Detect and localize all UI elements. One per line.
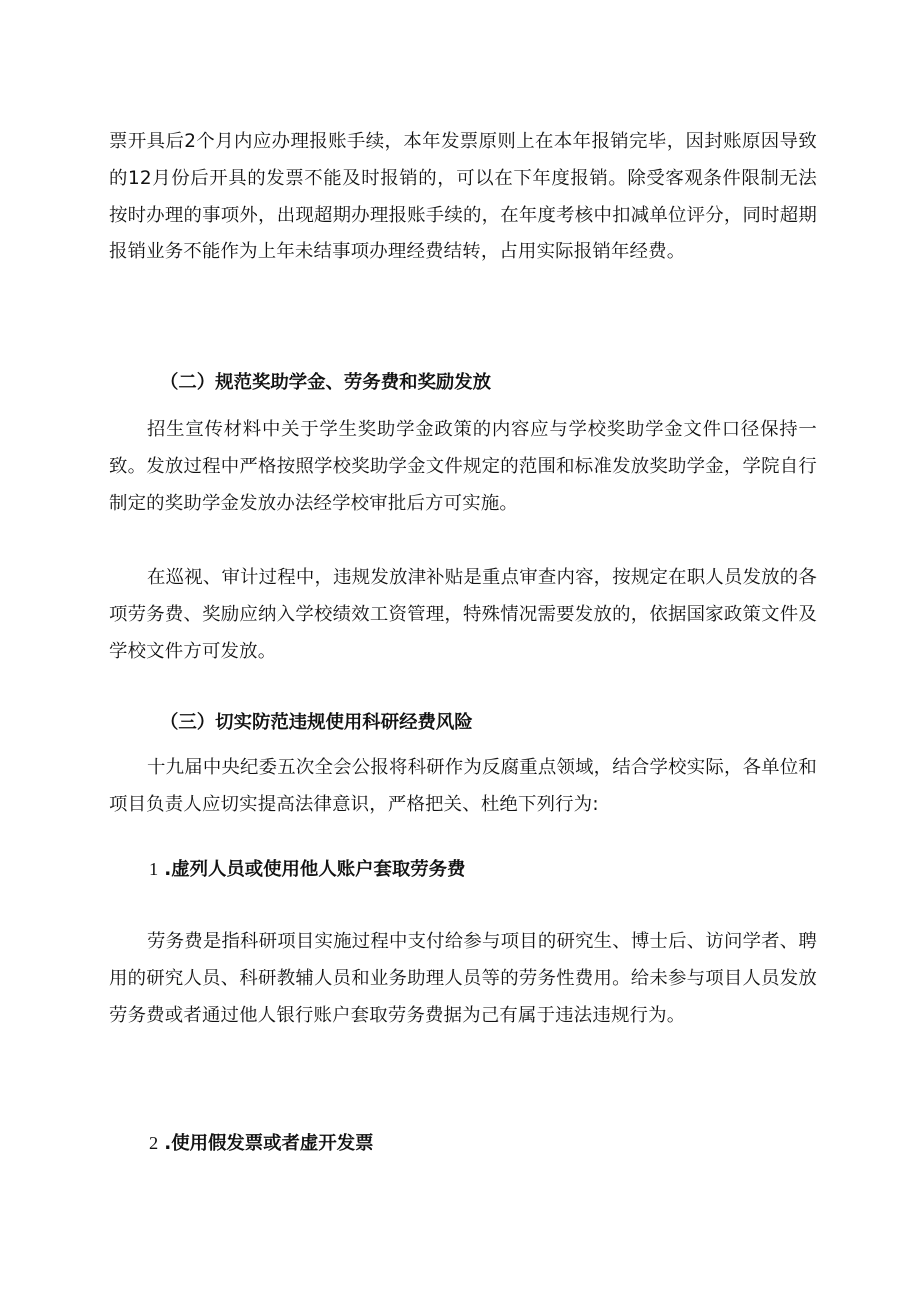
list-item-2-heading [149,1125,374,1163]
list-item-2-number: 2 [149,1133,159,1153]
list-item-1-number: 1 [149,859,159,879]
paragraph-invoice-reimbursement: 票开具后2个月内应办理报账手续，本年发票原则上在本年报销完毕，因封账原因导致的12月份后开具的发票不能及时报销的，可以在下年度报销。除受客观条件限制无法按时办理的事项外，出现超期办理报账手续的，在年度考核中扣减单位评分，同时超期报销业务不能作为上年未结事项办理经费结转，占用实际报销年经费。 [109,131,817,263]
paragraph-labor-fees: 劳务费是指科研项目实施过程中支付给参与项目的研究生、博士后、访问学者、聘用的研究人员、科研教辅人员和业务助理人员等的劳务性费用。给未参与项目人员发放劳务费或者通过他人银行账户套取劳务费据为己有属于违法违规行为。 [109,931,817,1026]
list-item-1-title: .虚列人员或使用他人账户套取劳务费 [164,859,466,880]
paragraph-allowance-audit: 在巡视、审计过程中，违规发放津补贴是重点审查内容，按规定在职人员发放的各项劳务费、奖励应纳入学校绩效工资管理，特殊情况需要发放的，依据国家政策文件及学校文件方可发放。 [109,567,817,662]
list-item-1-heading [149,851,465,889]
section-heading-2: （二）规范奖助学金、劳务费和奖励发放 [160,372,492,393]
section-heading-3: （三）切实防范违规使用科研经费风险 [160,712,473,733]
paragraph-research-funds-intro: 十九届中央纪委五次全会公报将科研作为反腐重点领域，结合学校实际，各单位和项目负责人应切实提高法律意识，严格把关、杜绝下列行为: [109,757,817,815]
paragraph-scholarship-policy: 招生宣传材料中关于学生奖助学金政策的内容应与学校奖助学金文件口径保持一致。发放过程中严格按照学校奖助学金文件规定的范围和标准发放奖助学金，学院自行制定的奖助学金发放办法经学校审批后方可实施。 [109,419,817,514]
list-item-2-title: .使用假发票或者虚开发票 [164,1133,374,1154]
